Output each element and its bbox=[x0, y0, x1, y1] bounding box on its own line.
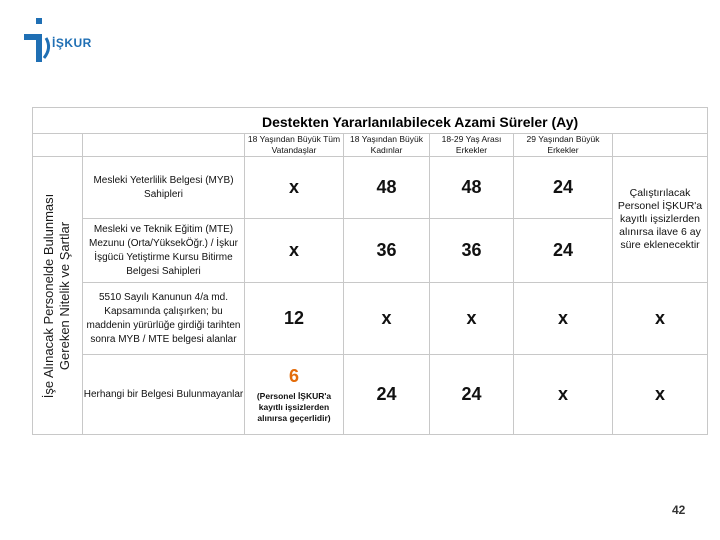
table-cell: x bbox=[514, 355, 613, 435]
table-cell bbox=[245, 355, 344, 435]
table-cell: 24 bbox=[344, 355, 430, 435]
column-header: 18-29 Yaş Arası Erkekler bbox=[430, 134, 514, 157]
row-label: 5510 Sayılı Kanunun 4/a md. Kapsamında çalışırken; bu maddenin yürürlüğe girdiği tarihten sonra MYB / MTE belgesi alanlar bbox=[83, 283, 245, 355]
side-label bbox=[34, 160, 80, 432]
side-label-line: Gereken Nitelik ve Şartlar bbox=[57, 221, 72, 371]
table-cell: x bbox=[613, 355, 708, 435]
row-label: Mesleki ve Teknik Eğitim (MTE) Mezunu (Orta/YüksekÖğr.) / İşkur İşgücü Yetiştirme Kursu Bitirme Belgesi Sahipleri bbox=[83, 219, 245, 283]
table-cell: x bbox=[514, 283, 613, 355]
cell-footnote: (Personel İŞKUR'a kayıtlı işsizlerden alınırsa geçerlidir) bbox=[256, 390, 332, 423]
column-header: 18 Yaşından Büyük Tüm Vatandaşlar bbox=[245, 134, 344, 157]
column-header: 29 Yaşından Büyük Erkekler bbox=[514, 134, 613, 157]
page-number: 42 bbox=[672, 503, 686, 517]
table-cell: x bbox=[430, 283, 514, 355]
duration-table bbox=[32, 107, 708, 435]
table-cell: x bbox=[344, 283, 430, 355]
column-header: 18 Yaşından Büyük Kadınlar bbox=[344, 134, 430, 157]
table-cell: 24 bbox=[514, 157, 613, 219]
brand-name: İŞKUR bbox=[52, 36, 92, 50]
table-title: Destekten Yararlanılabilecek Azami Süreler (Ay) bbox=[262, 114, 579, 130]
cell-value: 6 bbox=[288, 365, 299, 386]
table-cell: 24 bbox=[514, 219, 613, 283]
table-cell: 12 bbox=[245, 283, 344, 355]
row-label: Herhangi bir Belgesi Bulunmayanlar bbox=[83, 355, 245, 435]
table-cell: 48 bbox=[344, 157, 430, 219]
table-cell: 36 bbox=[344, 219, 430, 283]
side-label-line: İşe Alınacak Personelde Bulunması bbox=[41, 193, 56, 399]
table-cell: 36 bbox=[430, 219, 514, 283]
table-cell: x bbox=[613, 283, 708, 355]
table-cell: x bbox=[245, 157, 344, 219]
side-note: Çalıştırılacak Personel İŞKUR'a kayıtlı işsizlerden alınırsa ilave 6 ay süre eklenecektir bbox=[613, 157, 708, 283]
iskur-logo bbox=[22, 18, 132, 64]
row-label: Mesleki Yeterlilik Belgesi (MYB) Sahipleri bbox=[83, 157, 245, 219]
table-cell: 24 bbox=[430, 355, 514, 435]
table-cell: 48 bbox=[430, 157, 514, 219]
table-cell: x bbox=[245, 219, 344, 283]
